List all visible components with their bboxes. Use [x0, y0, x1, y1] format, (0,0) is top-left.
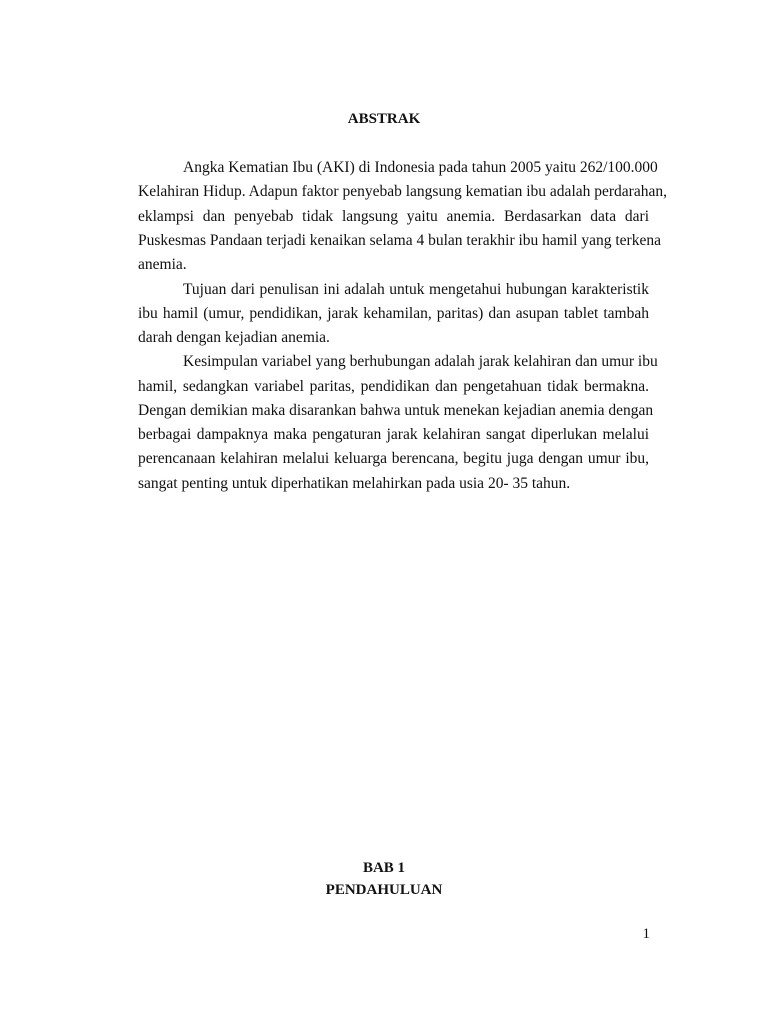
- abstract-title: ABSTRAK: [347, 111, 421, 127]
- paragraph-line: anemia.: [138, 256, 187, 273]
- paragraph-line: hamil, sedangkan variabel paritas, pendidikan dan pengetahuan tidak bermakna.: [138, 378, 649, 395]
- chapter-number: BAB 1: [362, 860, 406, 876]
- paragraph-line: Kelahiran Hidup. Adapun faktor penyebab langsung kematian ibu adalah perdarahan,: [138, 183, 667, 200]
- chapter-title: PENDAHULUAN: [325, 882, 443, 898]
- page-number: 1: [642, 926, 650, 942]
- paragraph-line: Puskesmas Pandaan terjadi kenaikan selama 4 bulan terakhir ibu hamil yang terkena: [138, 232, 661, 249]
- paragraph-line: Angka Kematian Ibu (AKI) di Indonesia pada tahun 2005 yaitu 262/100.000: [183, 159, 658, 176]
- paragraph-line: eklampsi dan penyebab tidak langsung yaitu anemia. Berdasarkan data dari: [138, 208, 649, 225]
- paragraph-line: ibu hamil (umur, pendidikan, jarak kehamilan, paritas) dan asupan tablet tambah: [138, 305, 649, 322]
- paragraph-line: Tujuan dari penulisan ini adalah untuk mengetahui hubungan karakteristik: [183, 281, 649, 298]
- paragraph-line: darah dengan kejadian anemia.: [138, 329, 330, 346]
- paragraph-line: perencanaan kelahiran melalui keluarga berencana, begitu juga dengan umur ibu,: [138, 450, 649, 467]
- paragraph-line: Kesimpulan variabel yang berhubungan adalah jarak kelahiran dan umur ibu: [183, 353, 658, 370]
- paragraph-line: berbagai dampaknya maka pengaturan jarak kelahiran sangat diperlukan melalui: [138, 426, 649, 443]
- paragraph-line: Dengan demikian maka disarankan bahwa untuk menekan kejadian anemia dengan: [138, 402, 654, 419]
- paragraph-line: sangat penting untuk diperhatikan melahirkan pada usia 20- 35 tahun.: [138, 475, 571, 492]
